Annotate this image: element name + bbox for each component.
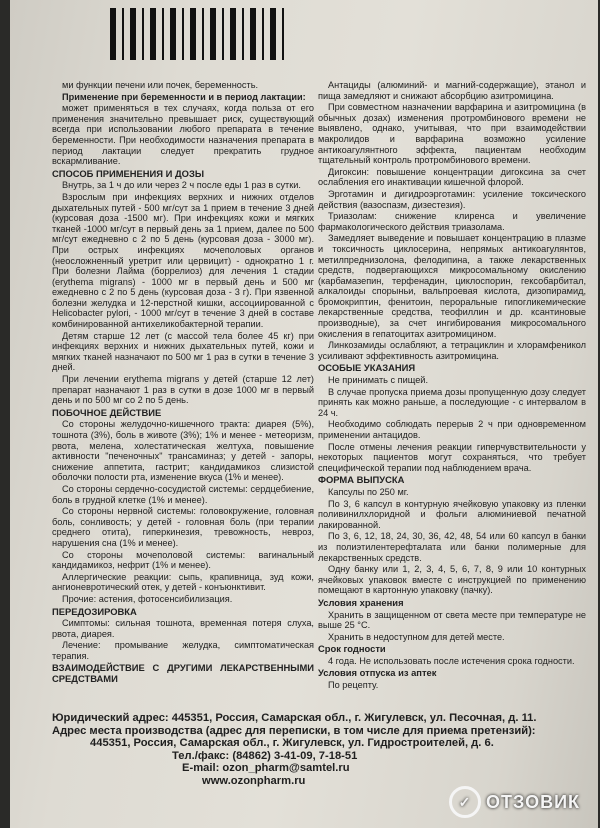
paragraph: В случае пропуска приема дозы пропущенную дозу следует принять как можно раньше, а последующие - с интервалом в 24 ч. bbox=[318, 386, 586, 418]
section-heading: Срок годности bbox=[318, 643, 386, 655]
otzovik-watermark bbox=[449, 786, 580, 818]
barcode bbox=[110, 8, 290, 60]
section-heading: ФОРМА ВЫПУСКА bbox=[318, 474, 405, 486]
paragraph: Со стороны сердечно-сосудистой системы: сердцебиение, боль в грудной клетке (1% и менее). bbox=[52, 483, 314, 505]
paragraph: Лечение: промывание желудка, симптоматическая терапия. bbox=[52, 640, 314, 661]
manufacturer-address bbox=[52, 712, 592, 788]
paragraph: Одну банку или 1, 2, 3, 4, 5, 6, 7, 8, 9 или 10 контурных ячейковых упаковок вместе с инструкцией по применению помещают в картонную упаковку (пачку). bbox=[318, 564, 586, 596]
paragraph: Не принимать с пищей. bbox=[328, 375, 428, 386]
otzovik-logo-icon: ✓ bbox=[449, 786, 481, 818]
section-heading: СПОСОБ ПРИМЕНЕНИЯ И ДОЗЫ bbox=[52, 167, 205, 179]
paragraph: Аллергические реакции: сыпь, крапивница, зуд кожи, ангионевротический отек, у детей - конъюнктивит. bbox=[52, 571, 314, 593]
section-heading: Условия хранения bbox=[318, 596, 404, 608]
paragraph: Капсулы по 250 мг. bbox=[328, 486, 409, 497]
paragraph: Хранить в защищенном от света месте при температуре не выше 25 °С. bbox=[318, 609, 586, 631]
section-heading: Условия отпуска из аптек bbox=[318, 667, 437, 679]
paragraph: После отмены лечения реакции гиперчувствительности у некоторых пациентов могут сохраняться, что требует специфической терапии под наблюдением врача. bbox=[318, 441, 586, 473]
paragraph: Линкозамиды ослабляют, а тетрациклин и хлорамфеникол усиливают эффективность азитромицина. bbox=[318, 340, 586, 361]
paragraph: По рецепту. bbox=[328, 680, 379, 691]
instruction-leaflet bbox=[10, 0, 598, 828]
section-heading: ОСОБЫЕ УКАЗАНИЯ bbox=[318, 362, 416, 374]
right-column bbox=[318, 80, 586, 692]
paragraph: Антациды (алюминий- и магний-содержащие), этанол и пища замедляют и снижают абсорбцию азитромицина. bbox=[318, 80, 586, 101]
watermark-text: ОТЗОВИК bbox=[486, 791, 580, 812]
paragraph: По 3, 6 капсул в контурную ячейковую упаковку из пленки поливинилхлоридной и фольги алюминиевой печатной лакированной. bbox=[318, 498, 586, 530]
section-heading: ВЗАИМОДЕЙСТВИЕ С ДРУГИМИ ЛЕКАРСТВЕННЫМИ СРЕДСТВАМИ bbox=[52, 662, 314, 685]
phone-fax: Тел./факс: (84862) 3-41-09, 7-18-51 bbox=[172, 749, 358, 762]
paragraph: Внутрь, за 1 ч до или через 2 ч после еды 1 раз в сутки. bbox=[62, 180, 301, 191]
paragraph: Необходимо соблюдать перерыв 2 ч при одновременном применении антацидов. bbox=[318, 419, 586, 440]
paragraph: Применение при беременности и в период лактации: bbox=[62, 91, 306, 102]
left-column bbox=[52, 80, 314, 686]
paragraph: Со стороны мочеполовой системы: вагинальный кандидамикоз, нефрит (1% и менее). bbox=[52, 549, 314, 571]
paragraph: Триазолам: снижение клиренса и увеличение фармакологического действия триазолама. bbox=[318, 211, 586, 232]
paragraph: Хранить в недоступном для детей месте. bbox=[328, 631, 505, 642]
paragraph: Детям старше 12 лет (с массой тела более 45 кг) при инфекциях верхних и нижних дыхательных путей, кожи и мягких тканей назначают по 500 мг 1 раз в сутки в течение 3 дней. bbox=[52, 330, 314, 373]
section-heading: ПЕРЕДОЗИРОВКА bbox=[52, 605, 137, 617]
paragraph: ми функции печени или почек, беременность. bbox=[62, 80, 259, 90]
paragraph: Замедляет выведение и повышает концентрацию в плазме и токсичность циклосерина, непрямых антикоагулянтов, метилпреднизолона, фелодипина, а также лекарственных средств, подвергающихся микросомальному окислению (карбамазепин, терфенадин, циклоспорин, гексобарбитал, алкалоиды спорыньи, вальпроевая кислота, дизопирамид, бромокриптин, фенитоин, пероральные гипогликемические лекарственные средства, теофиллин и др. ксантиновые производные), за счет ингибирования микросомального окисления в гепатоцитах азитромицином. bbox=[318, 233, 586, 339]
paragraph: При совместном назначении варфарина и азитромицина (в обычных дозах) изменения протромбинового времени не выявлено, однако, учитывая, что при взаимодействии макролидов и варфарина возможно усиление антикоагулянтного эффекта, пациентам необходим тщательный контроль протромбинового времени. bbox=[318, 102, 586, 166]
production-address: 445351, Россия, Самарская обл., г. Жигулевск, ул. Гидростроителей, д. 6. bbox=[90, 737, 494, 750]
paragraph: При лечении erythema migrans у детей (старше 12 лет) препарат назначают 1 раз в сутки в дозе 1000 мг в первый день и по 500 мг со 2 по 5 день. bbox=[52, 374, 314, 406]
production-address-label: Адрес места производства (адрес для переписки, в том числе для приема претензий): bbox=[52, 724, 536, 737]
paragraph: Взрослым при инфекциях верхних и нижних отделов дыхательных путей - 500 мг/сут за 1 прием в течение 3 дней (курсовая доза -1500 мг). При инфекциях кожи и мягких тканей -1000 мг/сут в первый день за 1 прием, далее по 500 мг/сут ежедневно с 2 по 5 день (курсовая доза - 3000 мг). При острых инфекциях мочеполовых органов (неосложненный уретрит или цервицит) - однократно 1 г. При болезни Лайма (боррелиоз) для лечения 1 стадии (erythema migrans) - 1000 мг в первый день и 500 мг ежедневно с 2 по 5 день (курсовая доза - 3 г). При язвенной болезни желудка и 12-перстной кишки, ассоциированной с Helicobacter pylori, - 1000 мг/сут в течение 3 дней в составе комбинированной антихеликобактерной терапии. bbox=[52, 191, 314, 330]
paragraph: Симптомы: сильная тошнота, временная потеря слуха, рвота, диарея. bbox=[52, 618, 314, 639]
paragraph: По 3, 6, 12, 18, 24, 30, 36, 42, 48, 54 или 60 капсул в банки из полиэтилентерефталата или банки полимерные для лекарственных средств. bbox=[318, 531, 586, 563]
section-heading: ПОБОЧНОЕ ДЕЙСТВИЕ bbox=[52, 406, 162, 418]
legal-address: Юридический адрес: 445351, Россия, Самарская обл., г. Жигулевск, ул. Песочная, д. 11. bbox=[52, 712, 537, 724]
paragraph: 4 года. Не использовать после истечения срока годности. bbox=[328, 655, 575, 666]
paragraph: Прочие: астения, фотосенсибилизация. bbox=[62, 593, 233, 604]
paragraph: Со стороны нервной системы: головокружение, головная боль, сонливость; у детей - головная боль (при терапии среднего отита), гиперкинезия, тревожность, невроз, нарушения сна (1% и менее). bbox=[52, 506, 314, 548]
paragraph: Дигоксин: повышение концентрации дигоксина за счет ослабления его инактивации кишечной флорой. bbox=[318, 166, 586, 188]
website: www.ozonpharm.ru bbox=[202, 774, 306, 787]
paragraph: Со стороны желудочно-кишечного тракта: диарея (5%), тошнота (3%), боль в животе (3%); 1% и менее - метеоризм, рвота, мелена, холестатическая желтуха, повышение активности "печеночных" трансаминаз; у детей - запоры, снижение аппетита, гастрит; кандидамикоз слизистой оболочки полости рта, изменение вкуса (1% и менее). bbox=[52, 419, 314, 483]
email: E-mail: ozon_pharm@samtel.ru bbox=[182, 762, 350, 775]
paragraph: Эрготамин и дигидроэрготамин: усиление токсического действия (вазоспазм, дизестезия). bbox=[318, 188, 586, 210]
paragraph: может применяться в тех случаях, когда польза от его применения значительно превышает риск, существующий всегда при использовании любого препарата в течение беременности. При необходимости назначения препарата в период лактации следует прекратить грудное вскармливание. bbox=[52, 103, 314, 167]
